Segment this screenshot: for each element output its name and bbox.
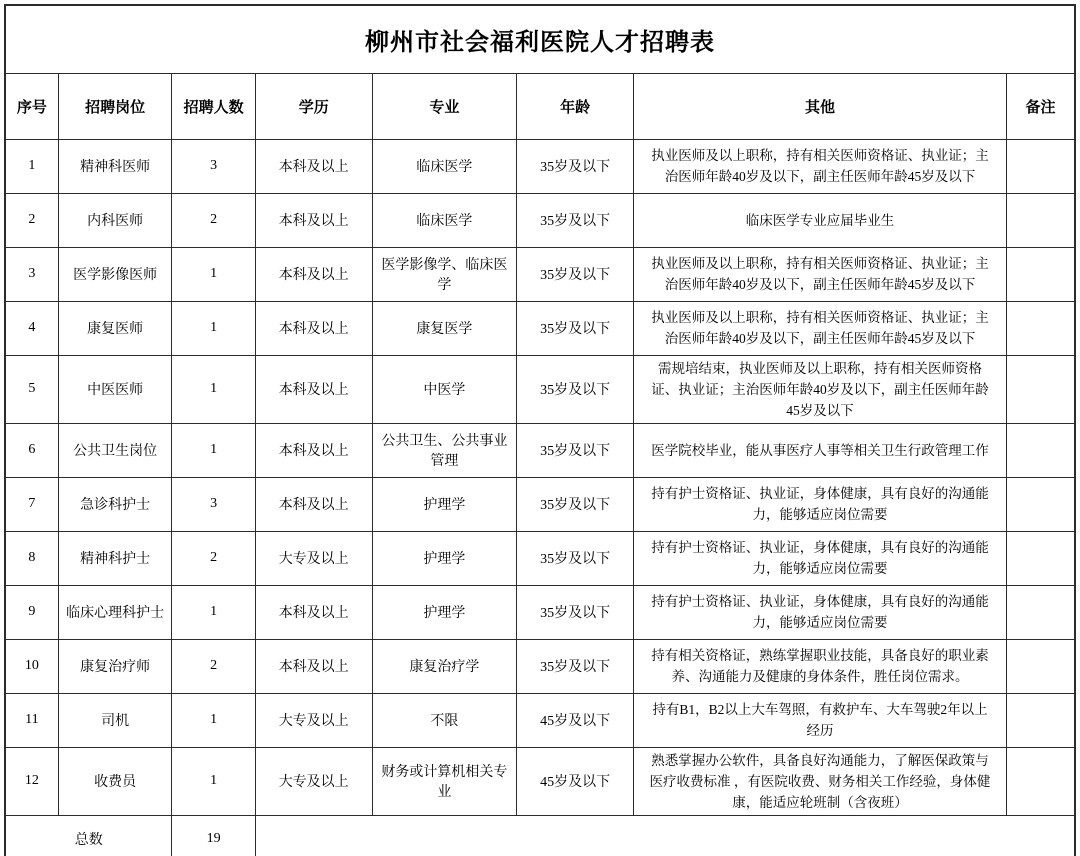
cell-no: 3	[5, 247, 58, 301]
cell-no: 8	[5, 531, 58, 585]
cell-remark	[1007, 423, 1075, 477]
cell-other: 熟悉掌握办公软件，具备良好沟通能力，了解医保政策与医疗收费标准 ，有医院收费、财务相关工作经验，身体健康，能适应轮班制（含夜班）	[633, 747, 1006, 815]
cell-remark	[1007, 301, 1075, 355]
cell-major: 不限	[372, 693, 517, 747]
cell-remark	[1007, 693, 1075, 747]
table-row	[5, 585, 1075, 639]
cell-major: 护理学	[372, 585, 517, 639]
page-title: 柳州市社会福利医院人才招聘表	[5, 5, 1075, 73]
cell-age: 35岁及以下	[517, 301, 634, 355]
cell-age: 35岁及以下	[517, 423, 634, 477]
cell-remark	[1007, 193, 1075, 247]
table-row	[5, 423, 1075, 477]
cell-other: 持有相关资格证，熟练掌握职业技能，具备良好的职业素养、沟通能力及健康的身体条件，胜任岗位需求。	[633, 639, 1006, 693]
cell-no: 7	[5, 477, 58, 531]
cell-position: 康复医师	[58, 301, 172, 355]
table-row	[5, 247, 1075, 301]
cell-no: 12	[5, 747, 58, 815]
cell-major: 医学影像学、临床医学	[372, 247, 517, 301]
column-header-education: 学历	[255, 73, 372, 139]
cell-education: 本科及以上	[255, 139, 372, 193]
total-count: 19	[172, 815, 255, 856]
cell-education: 本科及以上	[255, 355, 372, 423]
total-row	[5, 815, 1075, 856]
column-header-count: 招聘人数	[172, 73, 255, 139]
cell-major: 财务或计算机相关专业	[372, 747, 517, 815]
cell-major: 康复治疗学	[372, 639, 517, 693]
cell-education: 本科及以上	[255, 423, 372, 477]
cell-no: 6	[5, 423, 58, 477]
cell-remark	[1007, 747, 1075, 815]
cell-count: 3	[172, 139, 255, 193]
cell-education: 本科及以上	[255, 477, 372, 531]
cell-position: 内科医师	[58, 193, 172, 247]
cell-age: 35岁及以下	[517, 585, 634, 639]
cell-education: 本科及以上	[255, 301, 372, 355]
cell-count: 1	[172, 247, 255, 301]
cell-position: 临床心理科护士	[58, 585, 172, 639]
cell-position: 公共卫生岗位	[58, 423, 172, 477]
cell-education: 本科及以上	[255, 193, 372, 247]
cell-other: 持有护士资格证、执业证，身体健康，具有良好的沟通能力，能够适应岗位需要	[633, 531, 1006, 585]
cell-other: 临床医学专业应届毕业生	[633, 193, 1006, 247]
cell-other: 持有护士资格证、执业证，身体健康，具有良好的沟通能力，能够适应岗位需要	[633, 477, 1006, 531]
cell-no: 5	[5, 355, 58, 423]
title-row	[5, 5, 1075, 73]
table-row	[5, 193, 1075, 247]
cell-major: 护理学	[372, 477, 517, 531]
column-header-age: 年龄	[517, 73, 634, 139]
cell-count: 2	[172, 193, 255, 247]
table-row	[5, 139, 1075, 193]
column-header-remark: 备注	[1007, 73, 1075, 139]
cell-age: 35岁及以下	[517, 193, 634, 247]
cell-major: 临床医学	[372, 139, 517, 193]
cell-count: 2	[172, 639, 255, 693]
cell-no: 2	[5, 193, 58, 247]
cell-age: 35岁及以下	[517, 247, 634, 301]
table-row	[5, 301, 1075, 355]
recruitment-table	[4, 4, 1076, 856]
cell-major: 中医学	[372, 355, 517, 423]
cell-other: 执业医师及以上职称，持有相关医师资格证、执业证；主治医师年龄40岁及以下，副主任医师年龄45岁及以下	[633, 247, 1006, 301]
cell-position: 精神科护士	[58, 531, 172, 585]
total-label: 总数	[5, 815, 172, 856]
cell-remark	[1007, 639, 1075, 693]
cell-age: 35岁及以下	[517, 531, 634, 585]
table-row	[5, 747, 1075, 815]
cell-remark	[1007, 477, 1075, 531]
cell-position: 精神科医师	[58, 139, 172, 193]
cell-education: 本科及以上	[255, 247, 372, 301]
cell-position: 中医医师	[58, 355, 172, 423]
cell-age: 35岁及以下	[517, 477, 634, 531]
cell-major: 护理学	[372, 531, 517, 585]
cell-remark	[1007, 247, 1075, 301]
cell-age: 35岁及以下	[517, 639, 634, 693]
cell-age: 35岁及以下	[517, 355, 634, 423]
cell-age: 35岁及以下	[517, 139, 634, 193]
cell-education: 大专及以上	[255, 747, 372, 815]
table-row	[5, 355, 1075, 423]
column-header-row	[5, 73, 1075, 139]
cell-no: 10	[5, 639, 58, 693]
cell-count: 1	[172, 585, 255, 639]
cell-no: 1	[5, 139, 58, 193]
cell-major: 公共卫生、公共事业管理	[372, 423, 517, 477]
cell-no: 9	[5, 585, 58, 639]
cell-other: 执业医师及以上职称，持有相关医师资格证、执业证；主治医师年龄40岁及以下，副主任医师年龄45岁及以下	[633, 301, 1006, 355]
cell-position: 康复治疗师	[58, 639, 172, 693]
cell-age: 45岁及以下	[517, 693, 634, 747]
cell-remark	[1007, 139, 1075, 193]
cell-other: 需规培结束，执业医师及以上职称，持有相关医师资格证、执业证；主治医师年龄40岁及以下，副主任医师年龄45岁及以下	[633, 355, 1006, 423]
cell-major: 康复医学	[372, 301, 517, 355]
cell-education: 本科及以上	[255, 639, 372, 693]
cell-count: 1	[172, 423, 255, 477]
cell-other: 执业医师及以上职称，持有相关医师资格证、执业证；主治医师年龄40岁及以下，副主任医师年龄45岁及以下	[633, 139, 1006, 193]
cell-position: 收费员	[58, 747, 172, 815]
column-header-no: 序号	[5, 73, 58, 139]
column-header-position: 招聘岗位	[58, 73, 172, 139]
table-row	[5, 693, 1075, 747]
column-header-major: 专业	[372, 73, 517, 139]
cell-education: 本科及以上	[255, 585, 372, 639]
column-header-other: 其他	[633, 73, 1006, 139]
cell-count: 1	[172, 355, 255, 423]
cell-position: 急诊科护士	[58, 477, 172, 531]
total-empty-cell	[255, 815, 1075, 856]
cell-position: 医学影像医师	[58, 247, 172, 301]
cell-other: 持有B1，B2以上大车驾照，有救护车、大车驾驶2年以上经历	[633, 693, 1006, 747]
table-row	[5, 531, 1075, 585]
cell-age: 45岁及以下	[517, 747, 634, 815]
table-row	[5, 477, 1075, 531]
cell-education: 大专及以上	[255, 531, 372, 585]
cell-major: 临床医学	[372, 193, 517, 247]
table-body	[5, 139, 1075, 815]
cell-other: 持有护士资格证、执业证，身体健康，具有良好的沟通能力，能够适应岗位需要	[633, 585, 1006, 639]
table-row	[5, 639, 1075, 693]
cell-no: 4	[5, 301, 58, 355]
cell-remark	[1007, 531, 1075, 585]
table-footer	[5, 815, 1075, 856]
cell-remark	[1007, 355, 1075, 423]
cell-other: 医学院校毕业，能从事医疗人事等相关卫生行政管理工作	[633, 423, 1006, 477]
cell-count: 3	[172, 477, 255, 531]
cell-position: 司机	[58, 693, 172, 747]
cell-count: 1	[172, 301, 255, 355]
cell-count: 2	[172, 531, 255, 585]
cell-no: 11	[5, 693, 58, 747]
cell-count: 1	[172, 747, 255, 815]
cell-count: 1	[172, 693, 255, 747]
cell-remark	[1007, 585, 1075, 639]
cell-education: 大专及以上	[255, 693, 372, 747]
